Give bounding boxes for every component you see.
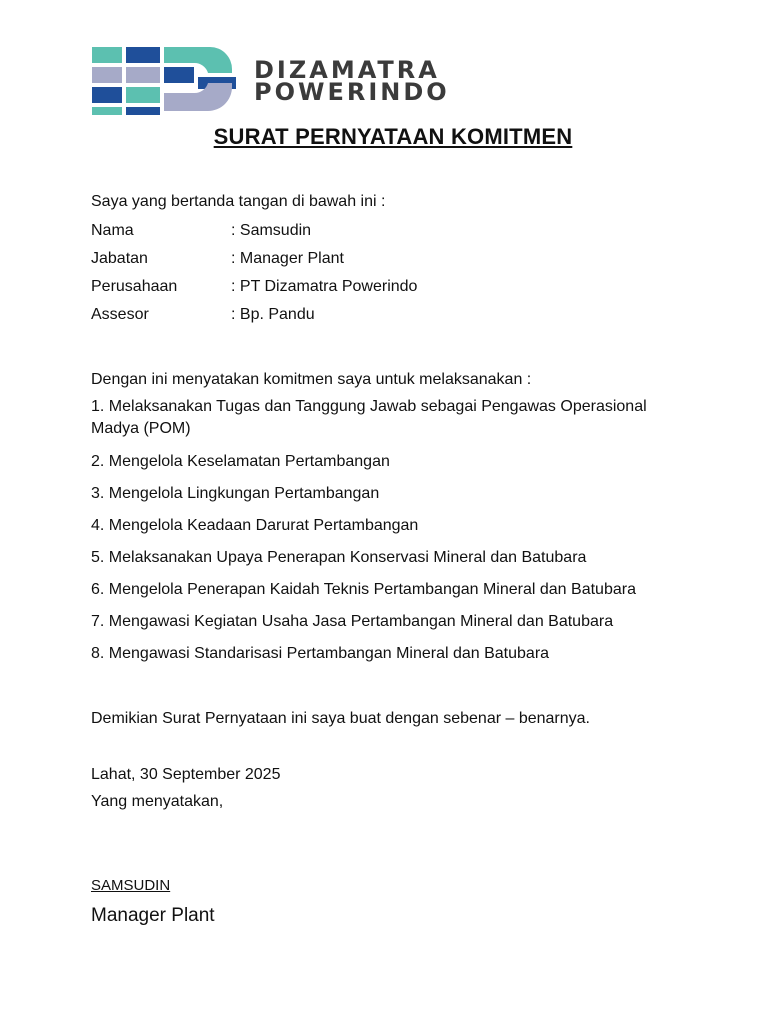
declarant-label: Yang menyatakan, — [91, 793, 224, 810]
logo-mark-icon — [92, 43, 242, 117]
info-label: Perusahaan — [91, 278, 178, 295]
document-title: SURAT PERNYATAAN KOMITMEN — [213, 124, 573, 149]
signer-name: SAMSUDIN — [91, 877, 171, 894]
commitment-intro: Dengan ini menyatakan komitmen saya untuk melaksanakan : — [91, 371, 532, 388]
info-value: : Bp. Pandu — [231, 306, 315, 323]
info-row-perusahaan — [91, 277, 417, 297]
commitment-item: 8. Mengawasi Standarisasi Pertambangan Mineral dan Batubara — [91, 645, 550, 662]
commitment-item: 1. Melaksanakan Tugas dan Tanggung Jawab sebagai Pengawas Operasional Madya (POM) — [91, 398, 647, 437]
info-value: : Samsudin — [231, 222, 312, 239]
info-value: : PT Dizamatra Powerindo — [231, 278, 418, 295]
logo-line1: DIZAMATRA — [254, 56, 440, 84]
logo-line2: POWERINDO — [254, 78, 450, 106]
info-row-jabatan — [91, 249, 344, 269]
info-row-assesor — [91, 305, 315, 325]
closing-text: Demikian Surat Pernyataan ini saya buat dengan sebenar – benarnya. — [91, 710, 590, 727]
info-label: Assesor — [91, 306, 149, 323]
intro-text: Saya yang bertanda tangan di bawah ini : — [91, 193, 386, 210]
logo-wordmark — [254, 56, 450, 106]
info-label: Nama — [91, 222, 134, 239]
info-row-nama — [91, 221, 311, 241]
commitment-item: 2. Mengelola Keselamatan Pertambangan — [91, 453, 390, 470]
commitment-item: 5. Melaksanakan Upaya Penerapan Konservasi Mineral dan Batubara — [91, 549, 587, 566]
info-value: : Manager Plant — [231, 250, 344, 267]
company-logo — [92, 43, 592, 117]
commitment-item: 6. Mengelola Penerapan Kaidah Teknis Pertambangan Mineral dan Batubara — [91, 581, 636, 598]
info-label: Jabatan — [91, 250, 148, 267]
commitment-item: 4. Mengelola Keadaan Darurat Pertambangan — [91, 517, 419, 534]
commitment-item: 3. Mengelola Lingkungan Pertambangan — [91, 485, 380, 502]
place-date: Lahat, 30 September 2025 — [91, 766, 281, 783]
commitment-item: 7. Mengawasi Kegiatan Usaha Jasa Pertambangan Mineral dan Batubara — [91, 613, 614, 630]
signer-title: Manager Plant — [91, 905, 215, 926]
